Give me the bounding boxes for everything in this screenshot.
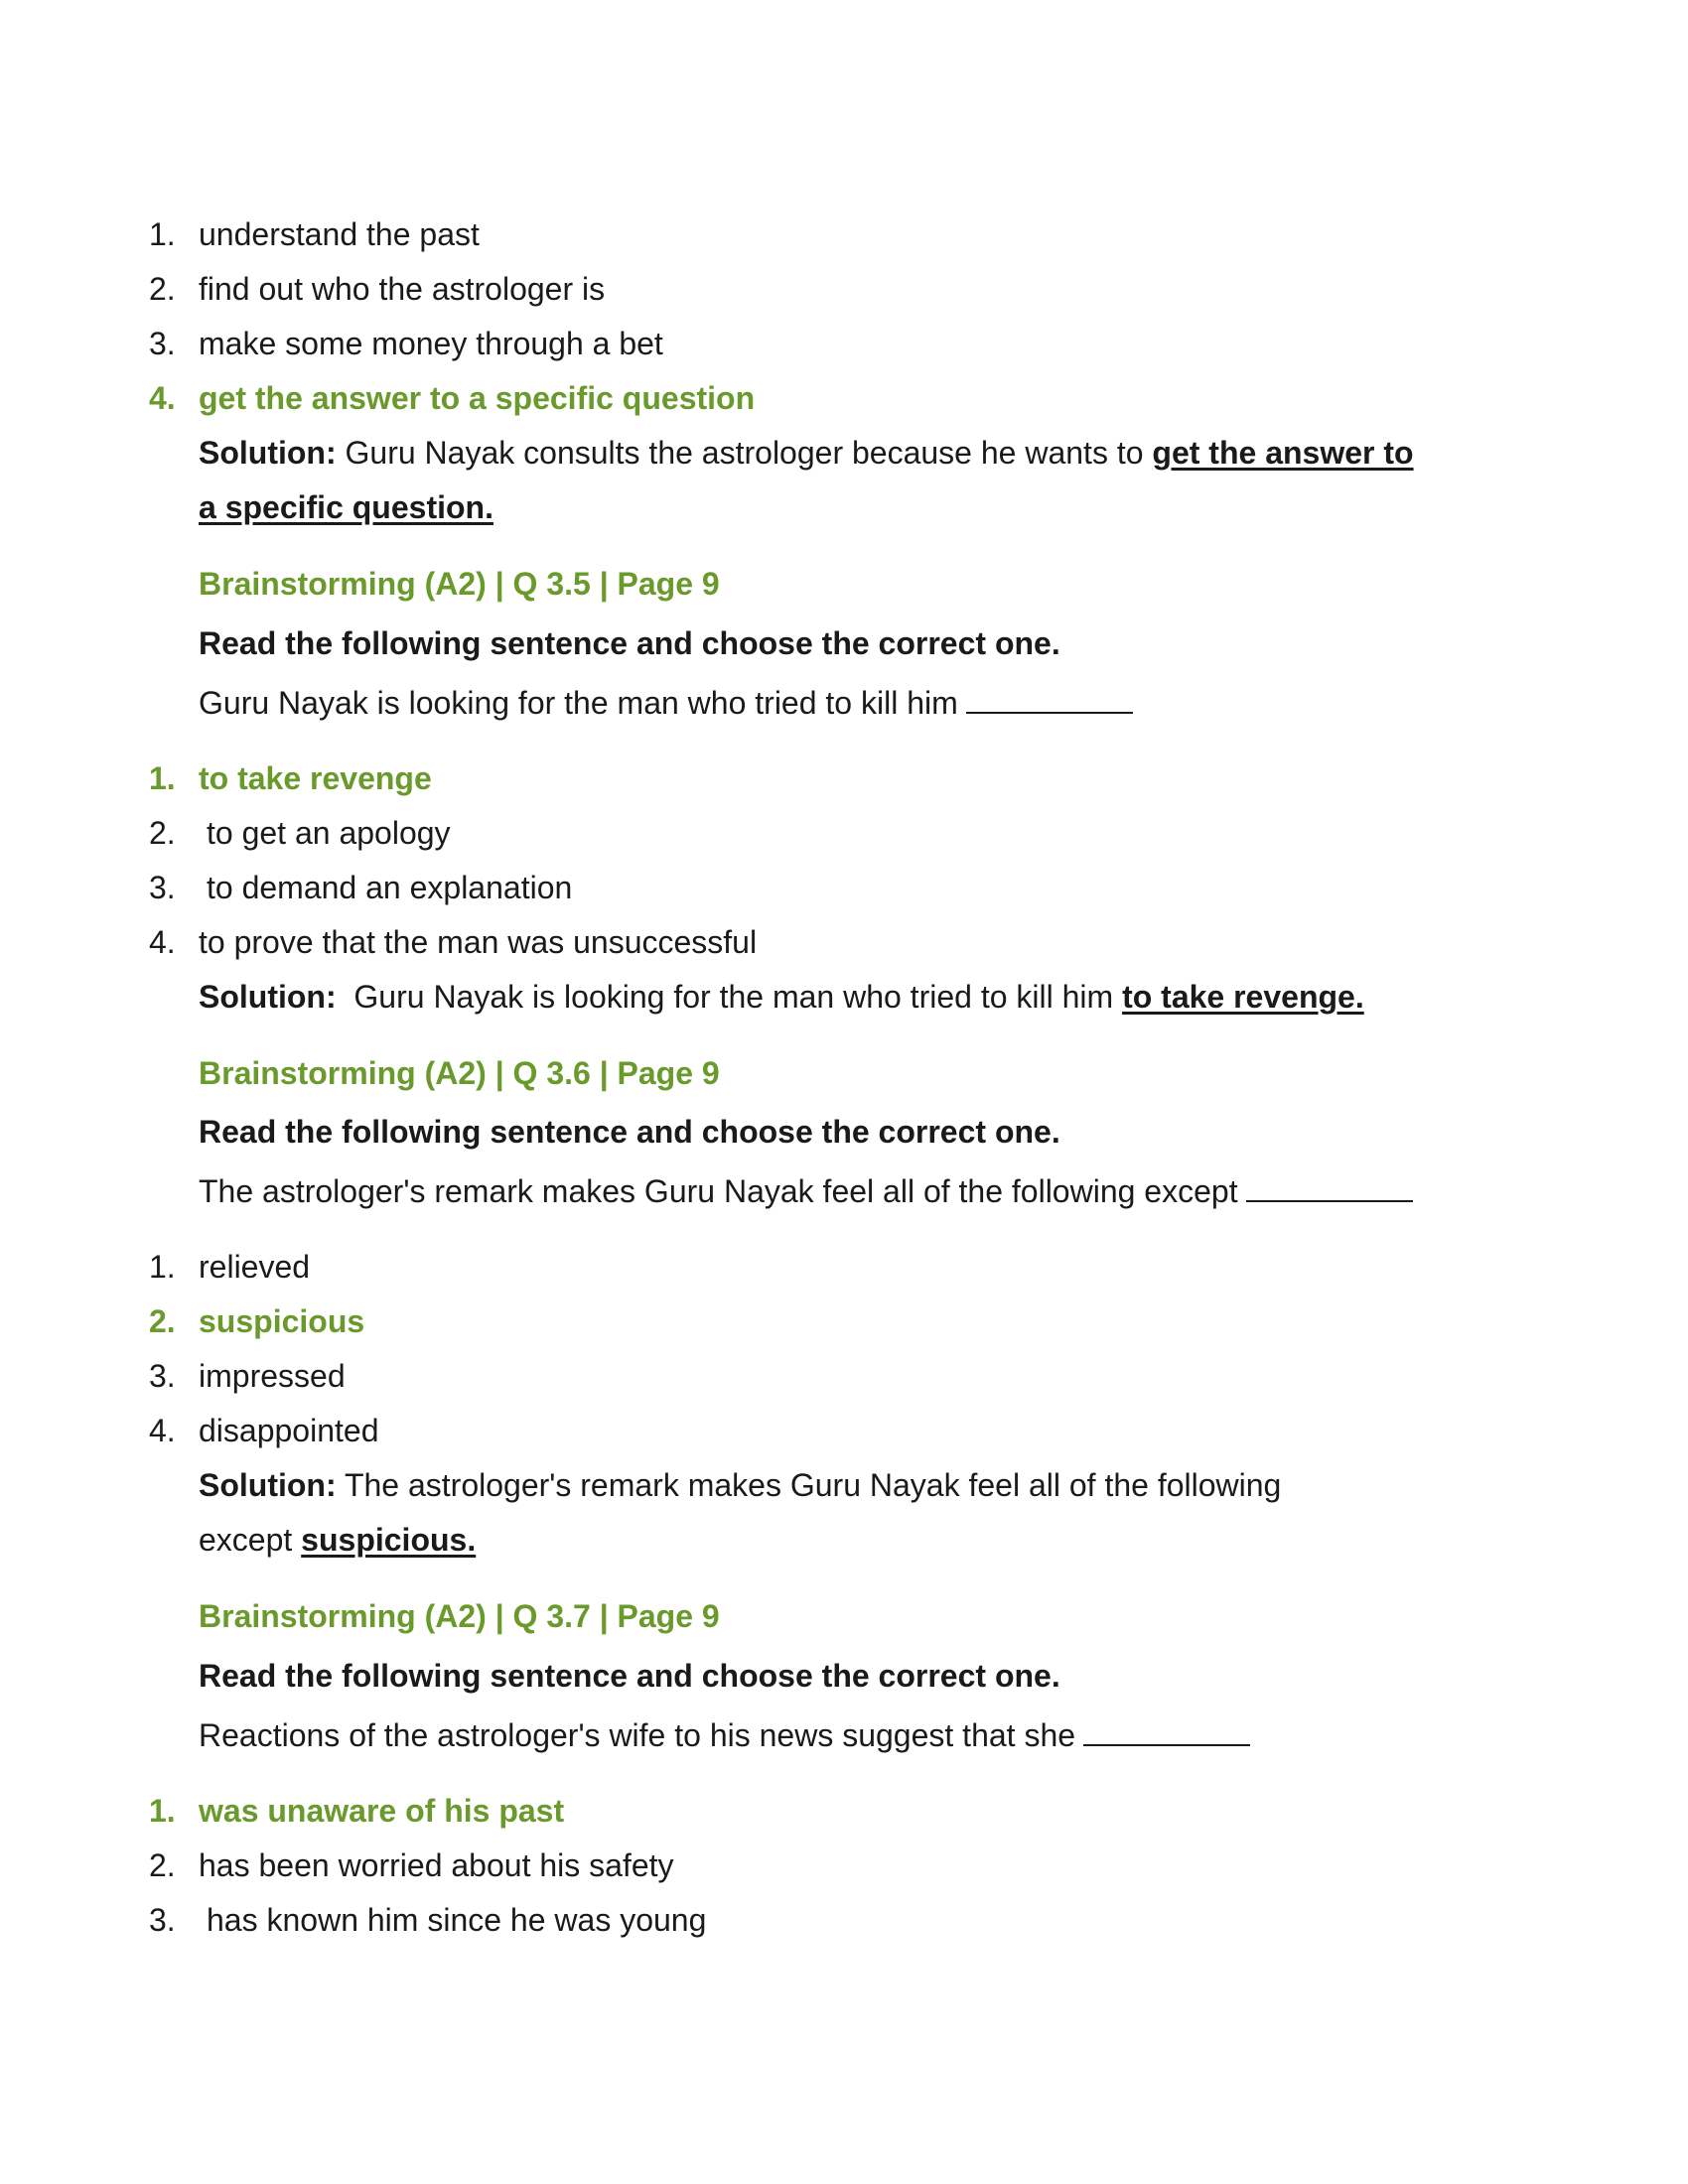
solution-line — [199, 433, 1414, 473]
question-heading: Brainstorming (A2) | Q 3.7 | Page 9 — [199, 1598, 720, 1634]
option-text: impressed — [199, 1358, 346, 1394]
sentence-text: Reactions of the astrologer's wife to his news suggest that she — [199, 1717, 1076, 1753]
question-heading: Brainstorming (A2) | Q 3.5 | Page 9 — [199, 566, 720, 602]
solution-text: Guru Nayak is looking for the man who tried to kill him — [336, 979, 1123, 1015]
solution-answer: a specific question. — [199, 489, 493, 525]
question-instruction: Read the following sentence and choose the correct one. — [199, 1114, 1060, 1150]
option-text: find out who the astrologer is — [199, 271, 606, 307]
solution-answer: suspicious. — [301, 1522, 477, 1558]
correct-option-number: 1. — [149, 760, 176, 796]
option-text: to get an apology — [207, 815, 451, 851]
solution-line — [199, 977, 1364, 1017]
question-sentence — [199, 1171, 1413, 1211]
question-instruction: Read the following sentence and choose the correct one. — [199, 1658, 1060, 1694]
solution-line — [199, 1465, 1281, 1505]
option-number: 3. — [149, 1902, 176, 1938]
solution-label: Solution: — [199, 1467, 337, 1503]
option-number: 3. — [149, 326, 176, 361]
option-number: 4. — [149, 1413, 176, 1448]
correct-option-number: 1. — [149, 1793, 176, 1829]
solution-text: The astrologer's remark makes Guru Nayak feel all of the following — [336, 1467, 1282, 1503]
option-text: has known him since he was young — [207, 1902, 707, 1938]
correct-option-text: suspicious — [199, 1303, 365, 1339]
solution-line-2 — [199, 1520, 476, 1560]
correct-option-text: was unaware of his past — [199, 1793, 565, 1829]
option-text: to prove that the man was unsuccessful — [199, 924, 758, 960]
correct-option-text: to take revenge — [199, 760, 432, 796]
sentence-text: Guru Nayak is looking for the man who tried to kill him — [199, 685, 958, 721]
solution-text: except — [199, 1522, 302, 1558]
option-number: 1. — [149, 1249, 176, 1285]
answer-blank — [966, 684, 1133, 714]
option-number: 3. — [149, 1358, 176, 1394]
option-number: 2. — [149, 1847, 176, 1883]
option-text: make some money through a bet — [199, 326, 663, 361]
solution-line-2 — [199, 487, 493, 527]
option-number: 3. — [149, 870, 176, 905]
option-number: 1. — [149, 216, 176, 252]
correct-option-text: get the answer to a specific question — [199, 380, 756, 416]
question-heading: Brainstorming (A2) | Q 3.6 | Page 9 — [199, 1055, 720, 1091]
option-text: to demand an explanation — [207, 870, 573, 905]
answer-blank — [1083, 1716, 1250, 1746]
option-text: disappointed — [199, 1413, 379, 1448]
option-number: 2. — [149, 815, 176, 851]
answer-blank — [1246, 1172, 1413, 1202]
question-sentence — [199, 1715, 1250, 1755]
option-number: 2. — [149, 271, 176, 307]
option-text: relieved — [199, 1249, 311, 1285]
solution-label: Solution: — [199, 979, 337, 1015]
question-instruction: Read the following sentence and choose the correct one. — [199, 625, 1060, 661]
solution-answer: get the answer to — [1152, 435, 1414, 471]
option-text: understand the past — [199, 216, 480, 252]
question-sentence — [199, 683, 1133, 723]
correct-option-number: 2. — [149, 1303, 176, 1339]
option-text: has been worried about his safety — [199, 1847, 674, 1883]
solution-answer: to take revenge. — [1122, 979, 1364, 1015]
option-number: 4. — [149, 924, 176, 960]
correct-option-number: 4. — [149, 380, 176, 416]
solution-text: Guru Nayak consults the astrologer because he wants to — [336, 435, 1153, 471]
sentence-text: The astrologer's remark makes Guru Nayak feel all of the following except — [199, 1173, 1238, 1209]
solution-label: Solution: — [199, 435, 337, 471]
